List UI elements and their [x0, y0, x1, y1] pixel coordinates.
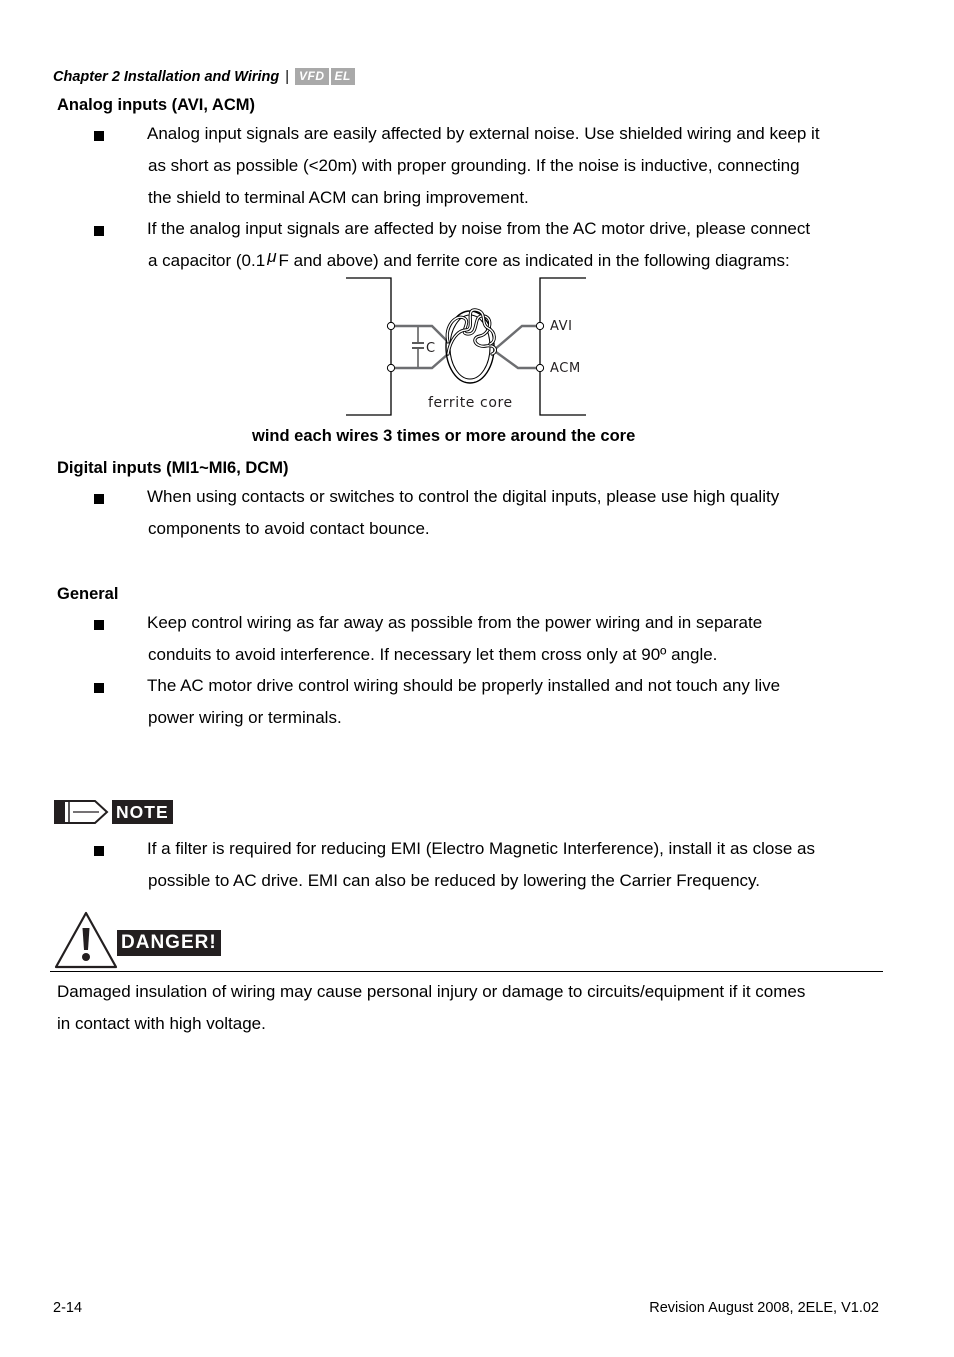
general-bullet-1: Keep control wiring as far away as possible from the power wiring and in separate conduits to avoid interference. If necessary let them cross only at 90º angle. [147, 613, 763, 664]
general-bullet-2: The AC motor drive control wiring should be properly installed and not touch any live power wiring or terminals. [147, 676, 781, 727]
bullet-square-icon [94, 494, 104, 504]
digital-inputs-heading: Digital inputs (MI1~MI6, DCM) [57, 459, 289, 477]
general-heading: General [57, 585, 119, 603]
left-terminal-bottom [387, 364, 394, 371]
left-terminal-top [387, 322, 394, 329]
note-bullet-1: If a filter is required for reducing EMI (Electro Magnetic Interference), install it as close as possible to AC drive. EMI can also be reduced by lowering the Carrier Frequency. [147, 839, 815, 890]
analog-bullet-1: Analog input signals are easily affected by external noise. Use shielded wiring and keep it as short as possible (<20m) with proper grounding. If the noise is inductive, connecting the shield to terminal ACM can bring improvement. [147, 124, 820, 207]
vfd-el-logo [295, 68, 355, 85]
left-terminal-box [346, 278, 391, 415]
logo-el-text: EL [331, 68, 355, 85]
bullet-square-icon [94, 620, 104, 630]
bullet-square-icon [94, 846, 104, 856]
mu-symbol: μ [267, 247, 277, 266]
revision-info: Revision August 2008, 2ELE, V1.02 [649, 1300, 879, 1316]
danger-divider [50, 971, 883, 972]
logo-vfd-text: VFD [295, 68, 329, 85]
bullet-square-icon [94, 131, 104, 141]
diagram-caption: wind each wires 3 times or more around the core [252, 427, 636, 445]
warning-triangle-icon [54, 911, 118, 969]
capacitor-label: C [426, 341, 436, 356]
ferrite-core-label: ferrite core [428, 395, 513, 411]
digital-bullet-1: When using contacts or switches to control the digital inputs, please use high quality components to avoid contact bounce. [147, 487, 780, 538]
header-separator: | [285, 68, 290, 85]
chapter-title: Chapter 2 Installation and Wiring [53, 68, 280, 85]
right-terminal-box [540, 278, 586, 415]
pencil-note-icon [53, 798, 109, 826]
danger-text: Damaged insulation of wiring may cause personal injury or damage to circuits/equipment if it comes in contact with high voltage. [57, 982, 806, 1033]
danger-badge: DANGER! [117, 930, 221, 956]
acm-terminal [536, 364, 543, 371]
ferrite-core-diagram [340, 274, 600, 420]
acm-label: ACM [550, 361, 581, 376]
bullet-square-icon [94, 683, 104, 693]
analog-inputs-heading: Analog inputs (AVI, ACM) [57, 96, 255, 114]
note-callout [53, 798, 173, 826]
avi-label: AVI [550, 319, 573, 334]
bullet-square-icon [94, 226, 104, 236]
avi-terminal [536, 322, 543, 329]
page-number: 2-14 [53, 1300, 83, 1316]
analog-bullet-2: If the analog input signals are affected by noise from the AC motor drive, please connect a capacitor (0.1 μ F and above) and ferrite core as indicated in the following diagrams: [147, 219, 811, 270]
danger-callout [54, 911, 221, 969]
running-header [53, 68, 355, 85]
note-badge: NOTE [112, 800, 173, 824]
